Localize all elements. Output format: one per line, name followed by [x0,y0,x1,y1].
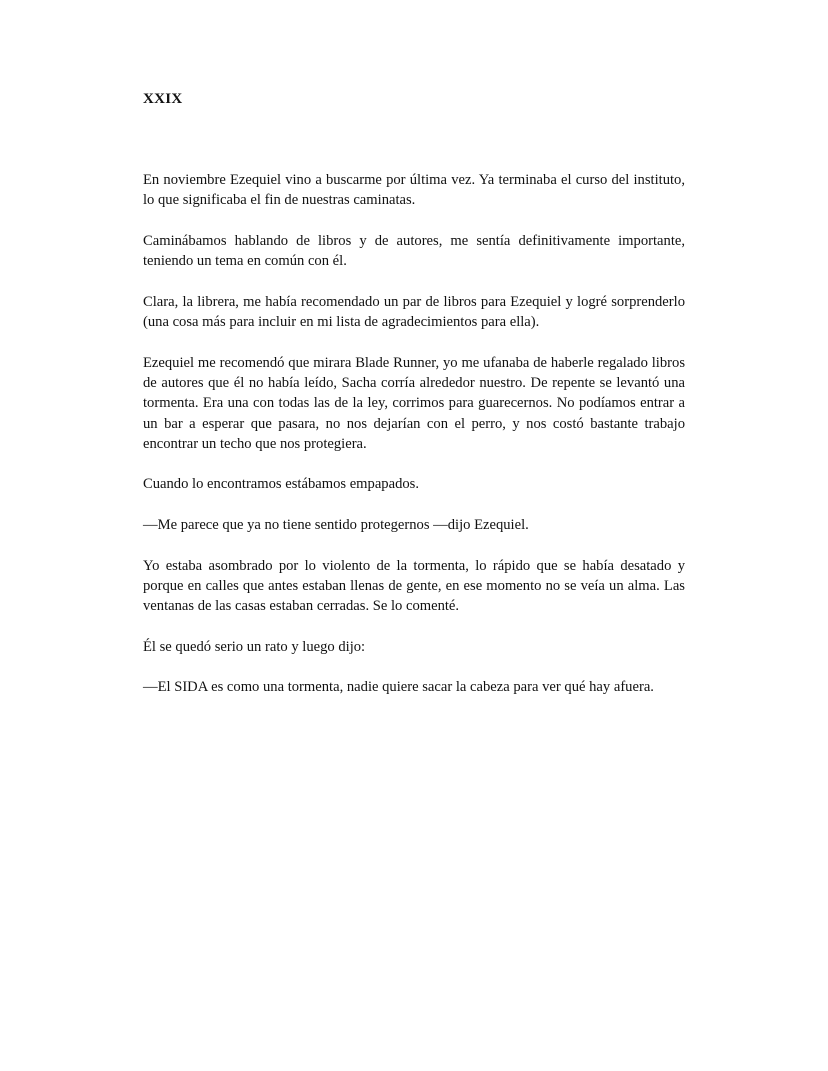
paragraph: Ezequiel me recomendó que mirara Blade Runner, yo me ufanaba de haberle regalado libros de autores que él no había leído, Sacha corría alrededor nuestro. De repente se levantó una tormenta. Era una con todas las de la ley, corrimos para guarecernos. No podíamos entrar a un bar a esperar que pasara, no nos dejarían con el perro, y nos costó bastante trabajo encontrar un techo que nos protegiera. [143,354,685,452]
paragraph: Yo estaba asombrado por lo violento de la tormenta, lo rápido que se había desatado y porque en calles que antes estaban llenas de gente, en ese momento no se veía un alma. Las ventanas de las casas estaban cerradas. Se lo comenté. [143,557,685,615]
chapter-title: XXIX [143,91,183,107]
paragraph: Clara, la librera, me había recomendado un par de libros para Ezequiel y logré sorprenderlo (una cosa más para incluir en mi lista de agradecimientos para ella). [143,293,685,331]
paragraph: Él se quedó serio un rato y luego dijo: [143,638,366,655]
chapter-body [143,170,685,698]
paragraph: En noviembre Ezequiel vino a buscarme por última vez. Ya terminaba el curso del instituto, lo que significaba el fin de nuestras caminatas. [143,172,685,209]
paragraph: Cuando lo encontramos estábamos empapados. [143,476,419,493]
paragraph: —El SIDA es como una tormenta, nadie quiere sacar la cabeza para ver qué hay afuera. [143,679,654,696]
paragraph: Caminábamos hablando de libros y de autores, me sentía definitivamente importante, teniendo un tema en común con él. [143,232,685,270]
page-content [143,88,685,698]
paragraph: —Me parece que ya no tiene sentido protegernos —dijo Ezequiel. [143,517,529,534]
